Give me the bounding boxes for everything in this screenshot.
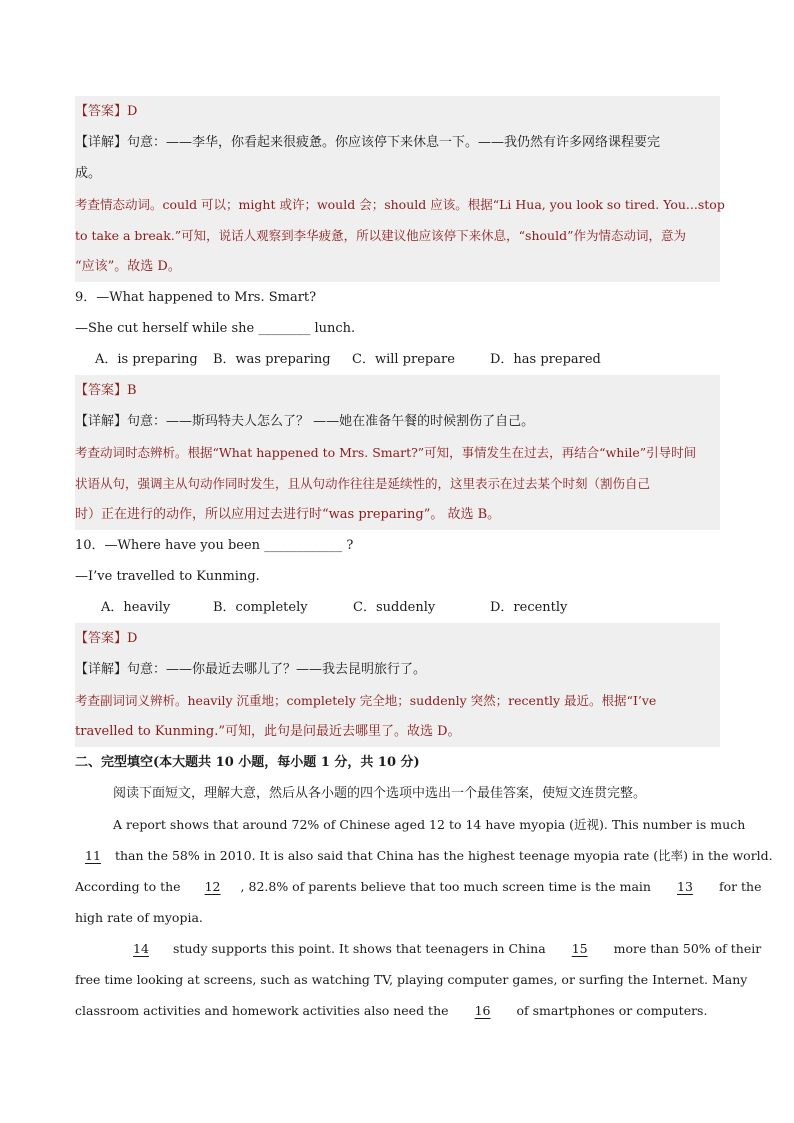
blank-14[interactable]: 14 — [133, 941, 149, 956]
q10-option-d[interactable]: D．recently — [490, 600, 568, 615]
q9-explanation-2: 状语从句，强调主从句动作同时发生，且从句动作往往是延续性的，这里表示在过去某个时刻（割伤自己 — [75, 476, 651, 491]
q10-option-c[interactable]: C．suddenly — [353, 600, 436, 615]
passage-p2-line3-a: classroom activities and homework activities also need the — [75, 1003, 449, 1018]
q10-answer-box — [75, 623, 720, 747]
section-cloze — [75, 747, 773, 1026]
passage-p2-line1-b: more than 50% of their — [613, 941, 762, 956]
q9-answer-box — [75, 375, 720, 530]
blank-11[interactable]: 11 — [85, 848, 101, 863]
blank-12[interactable]: 12 — [204, 879, 221, 894]
q9-answer: 【答案】B — [75, 383, 137, 398]
q9-option-d[interactable]: D．has prepared — [490, 352, 601, 367]
q8-detail: 【详解】句意：——李华，你看起来很疲惫。你应该停下来休息一下。——我仍然有许多网络课程要完 — [75, 135, 661, 150]
q8-explanation-1: 考查情态动词。could 可以；might 或许；would 会；should 应该。根据“Li Hua, you look so tired. You...stop — [75, 197, 725, 212]
q10-detail: 【详解】句意：——你最近去哪儿了？——我去昆明旅行了。 — [75, 662, 427, 677]
q10-option-b[interactable]: B．completely — [213, 600, 308, 615]
q8-answer-box — [75, 96, 725, 282]
q9-stem: 9．—What happened to Mrs. Smart? — [75, 290, 317, 305]
q8-explanation-2: to take a break.”可知，说话人观察到李华疲惫，所以建议他应该停下来休息，“should”作为情态动词，意为 — [75, 228, 686, 243]
document-page — [75, 96, 773, 1026]
q10-explanation-2: travelled to Kunming.”可知，此句是问最近去哪里了。故选 D。 — [75, 724, 461, 739]
passage-p1-line4: high rate of myopia. — [75, 910, 203, 925]
blank-16[interactable]: 16 — [474, 1003, 491, 1018]
q10-line2: —I’ve travelled to Kunming. — [75, 569, 260, 584]
blank-13[interactable]: 13 — [677, 879, 693, 894]
q10-option-a[interactable]: A．heavily — [101, 600, 171, 615]
q10-stem: 10．—Where have you been ____________ ? — [75, 538, 354, 553]
passage-p1-line2: than the 58% in 2010. It is also said that China has the highest teenage myopia rate (比率) in the world. — [114, 848, 773, 863]
passage-p1-line1: A report shows that around 72% of Chinese aged 12 to 14 have myopia (近视). This number is much — [113, 817, 746, 832]
q8-answer: 【答案】D — [75, 104, 138, 119]
q10-explanation-1: 考查副词词义辨析。heavily 沉重地；completely 完全地；suddenly 突然；recently 最近。根据“I’ve — [75, 693, 657, 708]
question-9 — [75, 282, 720, 375]
q9-explanation-3: 时）正在进行的动作，所以应用过去进行时“was preparing”。 故选 B。 — [75, 507, 501, 522]
passage-p2-line2: free time looking at screens, such as watching TV, playing computer games, or surfing the Internet. Many — [75, 972, 748, 987]
q9-line2: —She cut herself while she ________ lunch. — [75, 321, 356, 336]
passage-p1-line3-a: According to the — [75, 879, 181, 894]
passage-p2-line3-b: of smartphones or computers. — [516, 1003, 708, 1018]
passage-p1-line3-b: , 82.8% of parents believe that too much screen time is the main — [240, 879, 651, 894]
q9-detail: 【详解】句意：——斯玛特夫人怎么了？ ——她在准备午餐的时候割伤了自己。 — [75, 414, 535, 429]
section-intro: 阅读下面短文，理解大意，然后从各小题的四个选项中选出一个最佳答案，使短文连贯完整。 — [113, 786, 647, 801]
passage-p2-line1-a: study supports this point. It shows that teenagers in China — [172, 941, 546, 956]
q9-option-a[interactable]: A．is preparing — [95, 352, 198, 367]
q9-option-b[interactable]: B．was preparing — [213, 352, 331, 367]
q9-option-c[interactable]: C．will prepare — [352, 352, 455, 367]
q8-explanation-3: “应该”。故选 D。 — [75, 259, 181, 274]
passage-p1-line3-c: for the — [718, 879, 762, 894]
blank-15[interactable]: 15 — [571, 941, 588, 956]
q8-detail-cont: 成。 — [75, 166, 102, 181]
section-heading: 二、完型填空(本大题共 10 小题，每小题 1 分，共 10 分) — [75, 755, 420, 770]
question-10 — [75, 530, 720, 623]
q10-answer: 【答案】D — [75, 631, 138, 646]
q9-explanation-1: 考查动词时态辨析。根据“What happened to Mrs. Smart?”可知，事情发生在过去，再结合“while”引导时间 — [75, 445, 697, 460]
